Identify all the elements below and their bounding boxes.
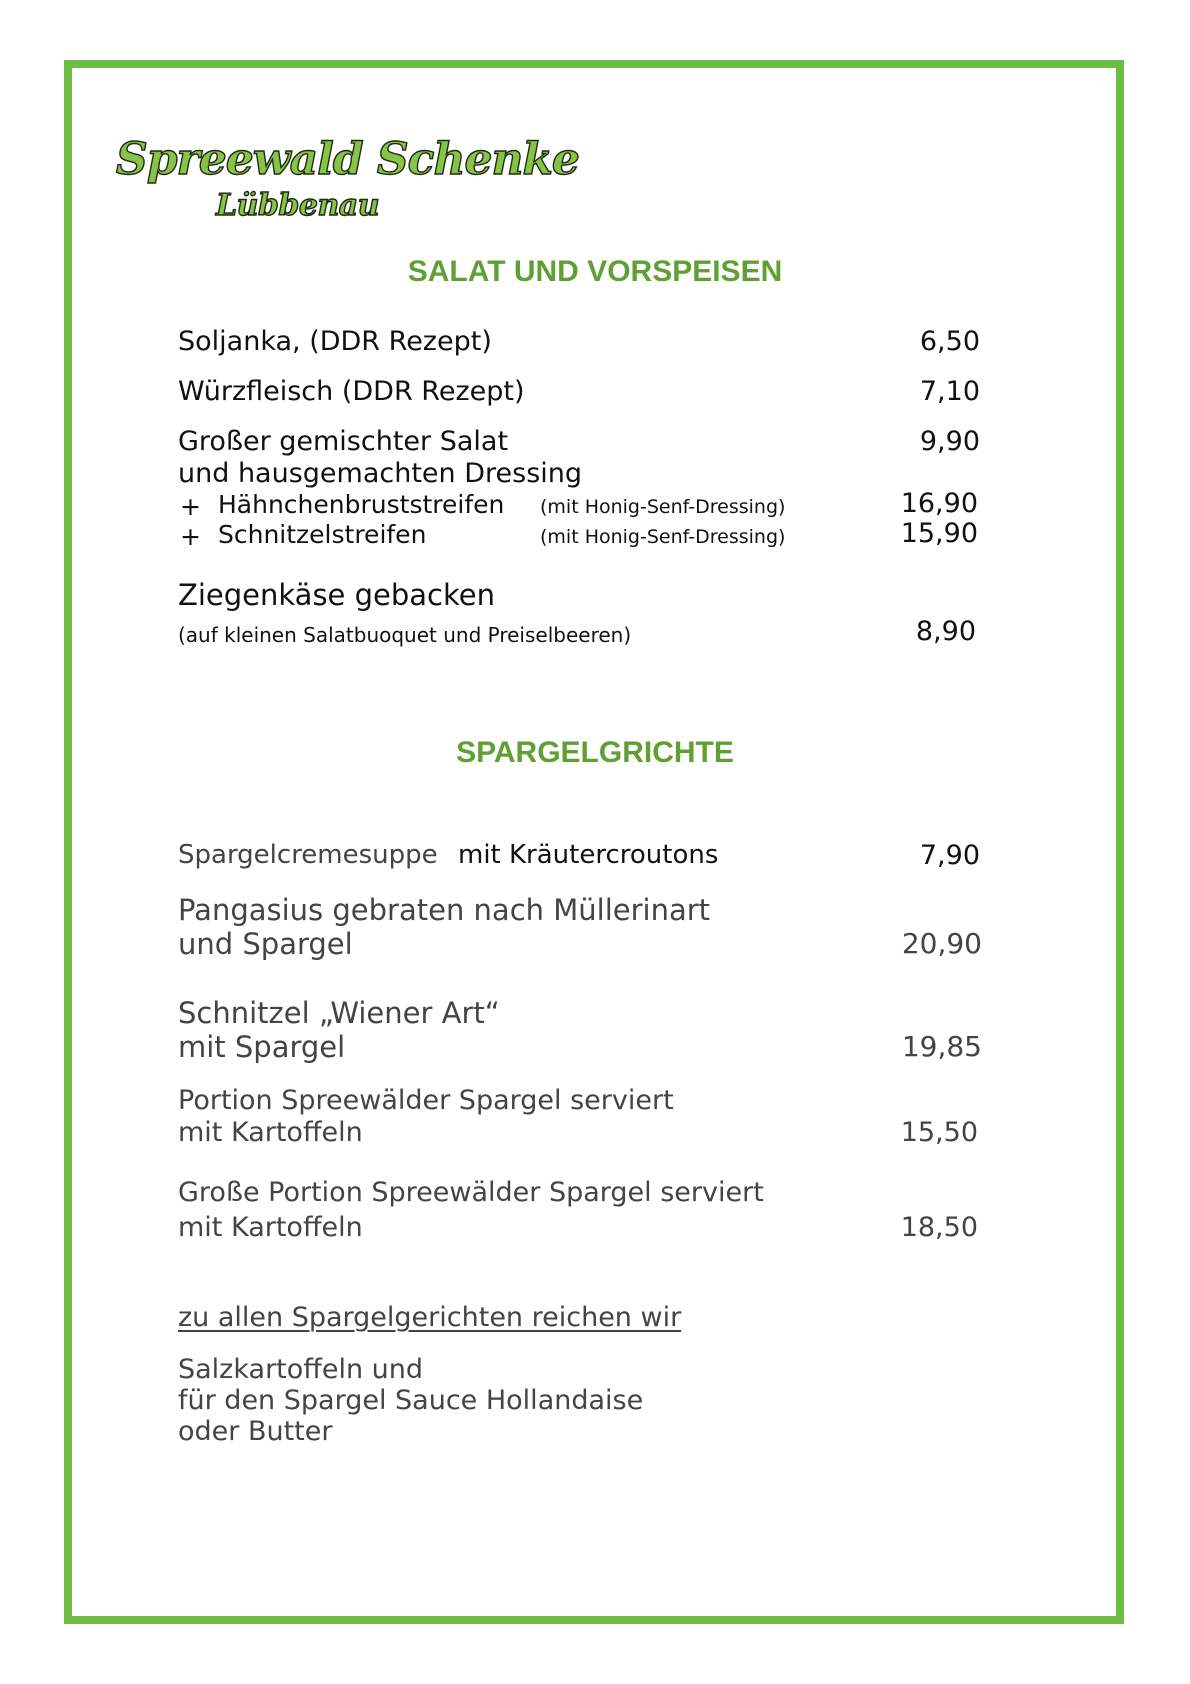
addon-note: (mit Honig-Senf-Dressing) — [540, 526, 786, 548]
item-name: Spargelcremesuppe — [178, 840, 438, 870]
addon-plus: + — [180, 522, 201, 551]
item-name-line-2: mit Kartoffeln — [178, 1212, 363, 1243]
addon-price: 15,90 — [900, 518, 978, 549]
logo-line-2: Lübbenau — [216, 188, 380, 223]
item-name: Große Portion Spreewälder Spargel serviert — [178, 1177, 764, 1208]
item-price: 9,90 — [919, 426, 980, 457]
section-title-spargel: SPARGELGRICHTE — [456, 736, 734, 769]
item-price: 19,85 — [901, 1030, 982, 1063]
addon-plus: + — [180, 492, 201, 521]
item-price: 7,90 — [919, 840, 980, 871]
side-dish-line: für den Spargel Sauce Hollandaise — [178, 1385, 644, 1416]
item-name: Würzfleisch (DDR Rezept) — [178, 376, 525, 407]
item-name-line-2: mit Spargel — [178, 1030, 346, 1064]
item-name: Schnitzel „Wiener Art“ — [178, 996, 500, 1030]
section-title-salat: SALAT UND VORSPEISEN — [407, 255, 783, 288]
item-name: Ziegenkäse gebacken — [178, 578, 495, 612]
item-name: Großer gemischter Salat — [178, 426, 509, 457]
item-note: (auf kleinen Salatbuoquet und Preiselbeeren) — [178, 623, 632, 647]
item-price: 15,50 — [900, 1117, 978, 1148]
side-dish-line: Salzkartoffeln und — [178, 1354, 424, 1385]
item-price: 7,10 — [919, 376, 980, 407]
logo-line-1: Spreewald Schenke — [116, 134, 579, 185]
item-name-line-2: und hausgemachten Dressing — [178, 458, 583, 489]
addon-name: Hähnchenbruststreifen — [218, 490, 505, 519]
item-name: Pangasius gebraten nach Müllerinart — [178, 893, 711, 927]
restaurant-logo — [116, 128, 579, 238]
addon-note: (mit Honig-Senf-Dressing) — [540, 496, 786, 518]
addon-price: 16,90 — [900, 488, 978, 519]
addon-name: Schnitzelstreifen — [218, 520, 427, 549]
item-name: Soljanka, (DDR Rezept) — [178, 326, 492, 357]
item-name-line-2: und Spargel — [178, 927, 353, 961]
item-name: Portion Spreewälder Spargel serviert — [178, 1085, 674, 1116]
side-dish-note-title: zu allen Spargelgerichten reichen wir — [178, 1302, 682, 1333]
item-name-line-2: mit Kartoffeln — [178, 1117, 363, 1148]
item-price: 8,90 — [915, 616, 976, 647]
item-price: 18,50 — [900, 1212, 978, 1243]
side-dish-line: oder Butter — [178, 1416, 333, 1447]
item-name-extra: mit Kräutercroutons — [458, 840, 719, 870]
item-price: 6,50 — [919, 326, 980, 357]
item-price: 20,90 — [901, 927, 982, 960]
